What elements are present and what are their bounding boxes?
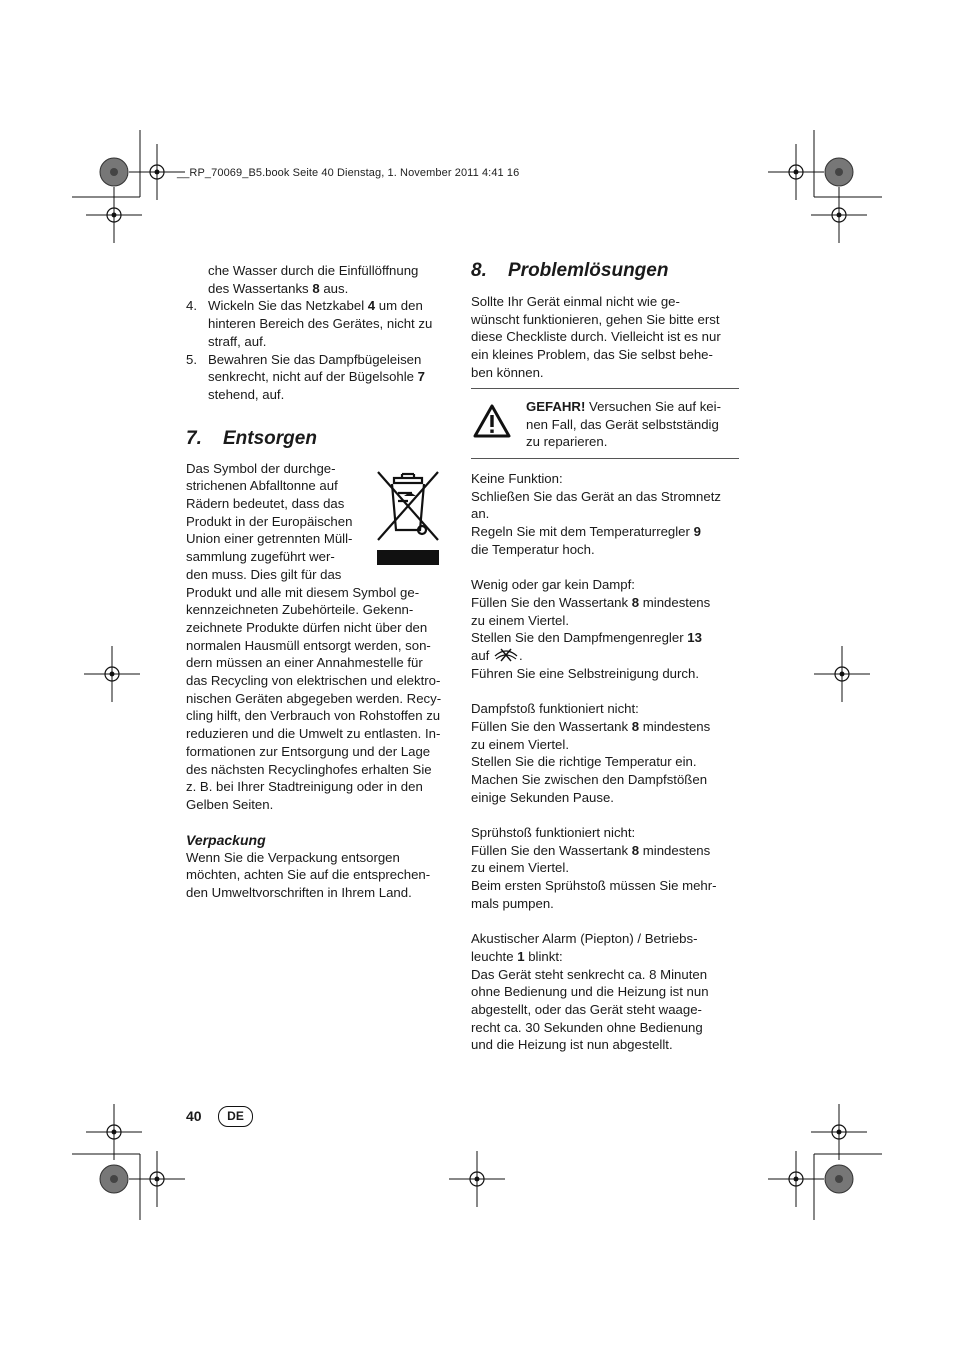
left-column [186,262,456,902]
text-line: strichenen Abfalltonne auf [186,478,338,494]
problem-spray: Sprühstoß funktioniert nicht: Füllen Sie den Wassertank 8 mindestens zu einem Viertel. Beim ersten Sprühstoß müssen Sie mehr- mals pumpen. [471,825,717,911]
text-line: z. B. bei Ihrer Stadtreinigung oder in den [186,779,423,795]
problem-alarm: Akustischer Alarm (Piepton) / Betriebs- leuchte 1 blinkt: Das Gerät steht senkrecht ca. 8 Minuten ohne Bedienung und die Heizung ist nun abgestellt, oder das Gerät steht waage- recht ca. 30 Sekunden ohne Bedienung und die Heizung ist nun abgestellt. [471,930,746,1054]
text-line: das Recycling von elektrischen und elektro- [186,673,441,689]
text-line: den muss. Dies gilt für das [186,566,342,582]
text-line: formationen zur Entsorgung und der Lage [186,743,431,759]
text-line: Rädern bedeutet, dass das [186,496,345,512]
text-line: sammlung zugeführt wer- [186,549,335,565]
troubleshooting-intro [471,293,746,382]
text-line: Das Gerät steht senkrecht ca. 8 Minuten [471,966,708,982]
text-line: reduzieren und die Umwelt zu entlasten. In- [186,726,441,742]
warning-box [471,388,739,459]
print-header: __RP_70069_B5.book Seite 40 Dienstag, 1. November 2011 4:41 16 [177,167,520,179]
text-line: cling hilft, den Verbrauch von Rohstoffen zu [186,708,441,724]
text-line: dern müssen an einer Annahmestelle für [186,655,423,671]
section-heading-problemloesungen: 8. Problemlösungen [471,260,669,281]
text-line: möchten, achten Sie auf die entsprechen- [186,867,431,883]
list-item-4: 4. Wickeln Sie das Netzkabel 4 um den hinteren Bereich des Gerätes, nicht zu straff, auf. [186,298,433,349]
section-heading-entsorgen: 7. Entsorgen [186,427,317,449]
problem-no-function: Keine Funktion: Schließen Sie das Gerät an das Stromnetz an. Regeln Sie mit dem Temperaturregler 9 die Temperatur hoch. [471,471,721,557]
text-line: abgestellt, oder das Gerät steht waage- [471,1002,702,1018]
text-line: Produkt und alle mit diesem Symbol ge- [186,584,420,600]
warning-triangle-icon [473,404,511,438]
text-line: wünscht funktionieren, gehen Sie bitte erst [471,311,720,327]
problem-steam-burst: Dampfstoß funktioniert nicht: Füllen Sie den Wassertank 8 mindestens zu einem Viertel. Stellen Sie die richtige Temperatur ein. Machen Sie zwischen den Dampfstößen einige Sekunden Pause. [471,701,711,805]
text-line: kennzeichneten Zubehörteile. Gekenn- [186,602,414,618]
no-steam-symbol-icon [493,647,519,662]
text-line: zeichnete Produkte dürfen nicht über den [186,619,428,635]
text-line: Wenn Sie die Verpackung entsorgen [186,849,400,865]
text-line: recht ca. 30 Sekunden ohne Bedienung [471,1019,703,1035]
text-line: den Umweltvorschriften in Ihrem Land. [186,885,412,901]
text-line: normalen Hausmüll entsorgt werden, son- [186,637,431,653]
text-line: Gelben Seiten. [186,796,274,812]
list-continuation: che Wasser durch die Einfüllöffnung des Wassertanks 8 aus. [208,263,419,296]
text-line: diese Checkliste durch. Vielleicht ist es nur [471,329,721,345]
text-line: ohne Bedienung und die Heizung ist nun [471,984,709,1000]
text-line: ben können. [471,364,544,380]
page-number: 40 [186,1108,202,1124]
list-item-5: 5. Bewahren Sie das Dampfbügeleisen senkrecht, nicht auf der Bügelsohle 7 stehend, auf. [186,351,426,402]
text-line: Das Symbol der durchge- [186,460,336,476]
right-column [471,259,746,382]
text-line: Sollte Ihr Gerät einmal nicht wie ge- [471,294,680,309]
text-line: Union einer getrennten Müll- [186,531,353,547]
crossed-bin-icon [374,468,442,568]
text-line: ein kleines Problem, das Sie selbst behe- [471,347,713,363]
subheading-verpackung: Verpackung [186,831,266,848]
text-line: und die Heizung ist nun abgestellt. [471,1037,673,1053]
problem-little-steam: Wenig oder gar kein Dampf: Füllen Sie den Wassertank 8 mindestens zu einem Viertel. Stellen Sie den Dampfmengenregler 13 auf . Führen Sie eine Selbstreinigung durch. [471,577,711,681]
text-line: des nächsten Recyclinghofes erhalten Sie [186,761,432,777]
text-line: nischen Geräten abgegeben werden. Recy- [186,690,442,706]
packaging-text [186,849,456,902]
language-badge: DE [218,1106,253,1127]
text-line: Produkt in der Europäischen [186,513,353,529]
warning-text: GEFAHR! Versuchen Sie auf kei- nen Fall, das Gerät selbstständig zu reparieren. [526,399,721,450]
troubleshooting-list [471,470,746,1054]
